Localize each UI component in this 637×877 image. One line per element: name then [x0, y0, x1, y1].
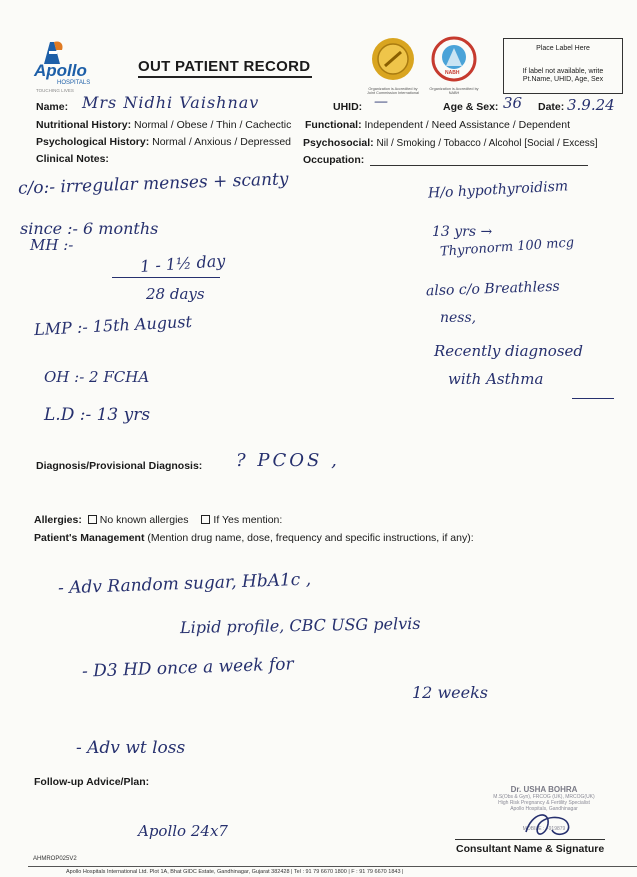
functional-options: Independent / Need Assistance / Dependent	[364, 119, 570, 131]
yes-allergies-checkbox[interactable]	[201, 515, 210, 524]
clinical-note-right: 13 yrs →	[432, 224, 493, 240]
functional-label: Functional:	[305, 119, 362, 131]
doctor-signature	[520, 808, 580, 842]
place-label-box	[503, 38, 623, 94]
uhid-label: UHID:	[333, 101, 363, 113]
management-line: Lipid profile, CBC USG pelvis	[179, 613, 421, 638]
occupation-line	[370, 165, 588, 166]
nutrition-row	[36, 119, 291, 131]
footer-address	[0, 869, 637, 877]
stamp-line: MOBILE : +919879	[522, 826, 566, 832]
fraction-line	[112, 277, 220, 278]
management-label: Patient's Management	[34, 532, 145, 544]
clinical-note-left: LMP :- 15th August	[33, 311, 193, 340]
management-note: (Mention drug name, dose, frequency and specific instructions, if any):	[147, 532, 474, 544]
apollo-logo	[30, 36, 100, 92]
jci-caption: Organization is Accredited by Joint Commission International	[367, 87, 419, 95]
allergies-row	[34, 514, 282, 526]
title-underline	[138, 76, 312, 78]
functional-row	[305, 119, 570, 131]
logo-subtext: HOSPITALS	[57, 80, 91, 86]
diagnosis-value: ? PCOS ,	[236, 450, 340, 471]
age-sex-label: Age & Sex:	[443, 101, 499, 113]
asthma-underline	[572, 398, 614, 399]
date-label: Date:	[538, 101, 565, 113]
nabh-label: NABH	[445, 70, 460, 76]
psychosocial-options: Nil / Smoking / Tobacco / Alcohol [Social / Excess]	[376, 138, 598, 149]
footer-text: Apollo Hospitals International Ltd. Plot 1A, Bhat GIDC Estate, Gandhinagar, Gujarat 382428 | Tel : 91 79 6670 1800 | F : 91 79 6670 1843 |	[66, 869, 404, 875]
signature-line	[455, 839, 605, 840]
no-known-allergies-label: No known allergies	[99, 514, 189, 526]
psychosocial-row	[303, 137, 598, 149]
clinical-note-left: 1 - 1½ day	[139, 251, 226, 276]
management-line: - Adv wt loss	[76, 738, 186, 758]
clinical-note-right: Recently diagnosed	[434, 342, 583, 360]
followup-value: Apollo 24x7	[138, 822, 228, 840]
psych-row	[36, 136, 291, 148]
place-label-title: Place Label Here	[536, 45, 590, 52]
clinical-note-right: ness,	[440, 310, 477, 326]
clinical-note-right: with Asthma	[448, 370, 544, 388]
management-row	[34, 532, 474, 544]
age-sex-value: 36	[503, 94, 523, 112]
stamp-line: M.S(Obs & Gyn), FRCOG (UK), MRCOG(UK)	[493, 794, 595, 800]
uhid-value: —	[374, 94, 388, 110]
nabh-badge	[431, 36, 477, 95]
nutrition-options: Normal / Obese / Thin / Cachectic	[134, 119, 292, 131]
nutrition-label: Nutritional History:	[36, 119, 132, 131]
logo-tagline: TOUCHING LIVES	[36, 88, 74, 93]
followup-label: Follow-up Advice/Plan:	[34, 776, 150, 788]
clinical-note-right: H/o hypothyroidism	[427, 178, 569, 202]
clinical-note-left: MH :-	[30, 236, 74, 254]
allergies-label: Allergies:	[34, 514, 82, 526]
clinical-note-left: since :- 6 months	[20, 219, 159, 238]
clinical-note-right: Thyronorm 100 mcg	[439, 235, 575, 260]
clinical-note-left: L.D :- 13 yrs	[44, 405, 151, 425]
clinical-note-left: OH :- 2 FCHA	[44, 368, 150, 386]
date-value: 3.9.24	[567, 96, 615, 114]
diagnosis-label: Diagnosis/Provisional Diagnosis:	[36, 460, 203, 472]
management-line: - D3 HD once a week for	[81, 654, 294, 682]
logo-text: Apollo	[34, 61, 87, 80]
page-title: OUT PATIENT RECORD	[138, 58, 311, 75]
no-known-allergies-checkbox[interactable]	[88, 515, 97, 524]
psych-options: Normal / Anxious / Depressed	[152, 136, 292, 148]
name-value: Mrs Nidhi Vaishnav	[82, 93, 260, 112]
psych-label: Psychological History:	[36, 136, 150, 148]
management-line: - Adv Random sugar, HbA1c ,	[57, 569, 312, 599]
stamp-line: Apollo Hospitals, Gandhinagar	[510, 806, 578, 812]
jci-badge	[367, 36, 419, 95]
place-label-note: If label not available, write Pt.Name, UHID, Age, Sex	[522, 68, 604, 83]
management-line: 12 weeks	[412, 683, 488, 702]
clinical-notes-label: Clinical Notes:	[36, 153, 109, 165]
stamp-line: High Risk Pregnancy & Fertility Specialist	[498, 800, 590, 806]
name-label: Name:	[36, 101, 69, 113]
yes-allergies-label: If Yes mention:	[213, 514, 283, 526]
clinical-note-right: also c/o Breathless	[425, 278, 560, 300]
clinical-note-left: 28 days	[146, 285, 205, 303]
nabh-caption: Organization is Accredited by NABH	[429, 87, 479, 95]
clinical-note-left: c/o:- irregular menses + scanty	[17, 169, 289, 199]
signature-label: Consultant Name & Signature	[456, 843, 605, 855]
occupation-label: Occupation:	[303, 154, 365, 166]
footer-rule	[28, 866, 637, 867]
psychosocial-label: Psychosocial:	[303, 137, 374, 149]
jci-seal-icon	[370, 36, 416, 82]
form-code: AHMROP025V2	[33, 856, 77, 862]
stamp-name: Dr. USHA BOHRA	[510, 785, 578, 794]
